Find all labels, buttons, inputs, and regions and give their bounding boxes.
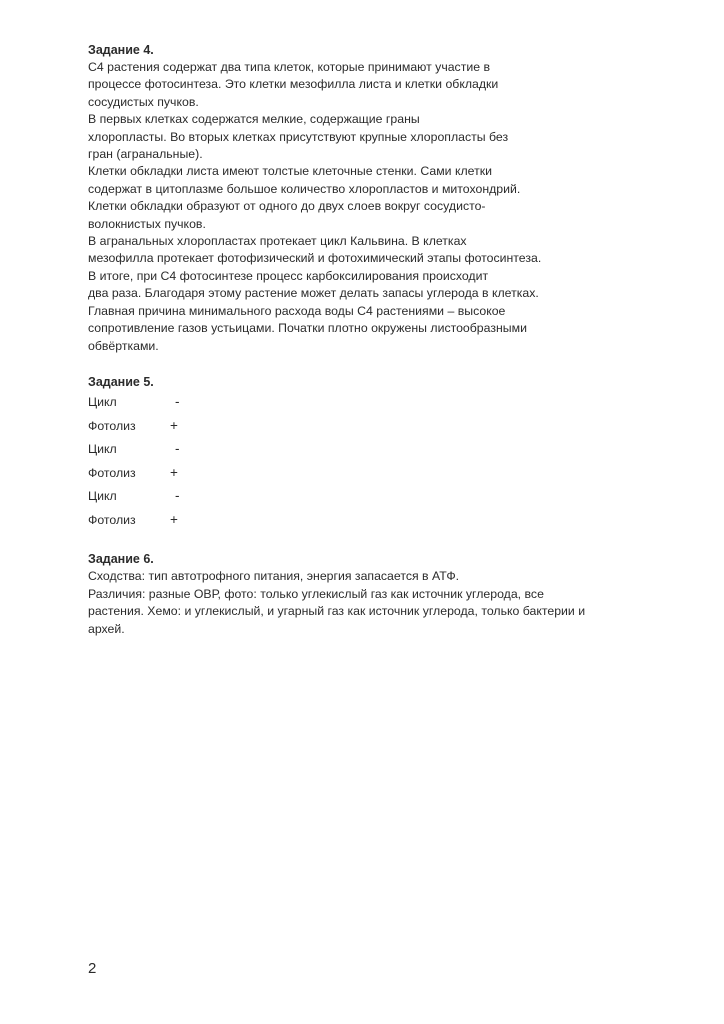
task-4-line: сосудистых пучков.: [88, 94, 199, 109]
answer-row: [88, 465, 648, 489]
minus-sign: -: [175, 441, 180, 457]
answer-row: [88, 394, 648, 418]
task-4-line: волокнистых пучков.: [88, 216, 206, 231]
task-4-line: В первых клетках содержатся мелкие, содержащие граны: [88, 112, 420, 127]
minus-sign: -: [175, 488, 180, 504]
task-4-line: В агранальных хлоропластах протекает цикл Кальвина. В клетках: [88, 234, 467, 249]
task-4-line: обвёртками.: [88, 338, 159, 353]
answer-label: Фотолиз: [88, 512, 136, 527]
task-6-section: [88, 551, 648, 638]
task-4-line: содержат в цитоплазме большое количество хлоропластов и митохондрий.: [88, 181, 521, 196]
task-4-line: мезофилла протекает фотофизический и фотохимический этапы фотосинтеза.: [88, 251, 542, 266]
minus-sign: -: [175, 393, 180, 409]
task-4-line: сопротивление газов устьицами. Початки плотно окружены листообразными: [88, 321, 527, 336]
task-6-line: растения. Хемо: и углекислый, и угарный газ как источник углерода, только бактерии и: [88, 604, 586, 619]
task-4-section: [88, 42, 648, 355]
answer-row: [88, 441, 648, 465]
task-4-line: гран (агранальные).: [88, 147, 203, 162]
task-5-section: [88, 374, 648, 536]
task-4-line: хлоропласты. Во вторых клетках присутствуют крупные хлоропласты без: [88, 129, 509, 144]
task-4-line: два раза. Благодаря этому растение может делать запасы углерода в клетках.: [88, 286, 539, 301]
task-4-line: В итоге, при С4 фотосинтезе процесс карбоксилирования происходит: [88, 268, 489, 283]
answer-label: Фотолиз: [88, 465, 136, 480]
task-6-heading: Задание 6.: [88, 552, 154, 567]
answer-label: Фотолиз: [88, 418, 136, 433]
answer-row: [88, 418, 648, 442]
plus-sign: +: [170, 511, 178, 527]
answer-row: [88, 488, 648, 512]
task-4-line: Главная причина минимального расхода воды С4 растениями – высокое: [88, 303, 506, 318]
task-5-heading: Задание 5.: [88, 374, 154, 389]
page-number: 2: [88, 960, 97, 977]
task-4-line: Клетки обкладки образуют от одного до двух слоев вокруг сосудисто-: [88, 199, 486, 214]
task-4-line: Клетки обкладки листа имеют толстые клеточные стенки. Сами клетки: [88, 164, 492, 179]
answer-row: [88, 512, 648, 536]
answer-label: Цикл: [88, 442, 117, 457]
answer-label: Цикл: [88, 489, 117, 504]
document-page: [88, 42, 648, 638]
task-6-line: Различия: разные ОВР, фото: только углекислый газ как источник углерода, все: [88, 586, 544, 601]
task-4-line: С4 растения содержат два типа клеток, которые принимают участие в: [88, 60, 490, 74]
task-4-line: процессе фотосинтеза. Это клетки мезофилла листа и клетки обкладки: [88, 77, 499, 92]
task-6-line: Сходства: тип автотрофного питания, энергия запасается в АТФ.: [88, 569, 460, 584]
task-6-line: архей.: [88, 621, 125, 636]
plus-sign: +: [170, 417, 178, 433]
task-4-heading: Задание 4.: [88, 43, 154, 57]
answer-label: Цикл: [88, 394, 117, 409]
plus-sign: +: [170, 464, 178, 480]
